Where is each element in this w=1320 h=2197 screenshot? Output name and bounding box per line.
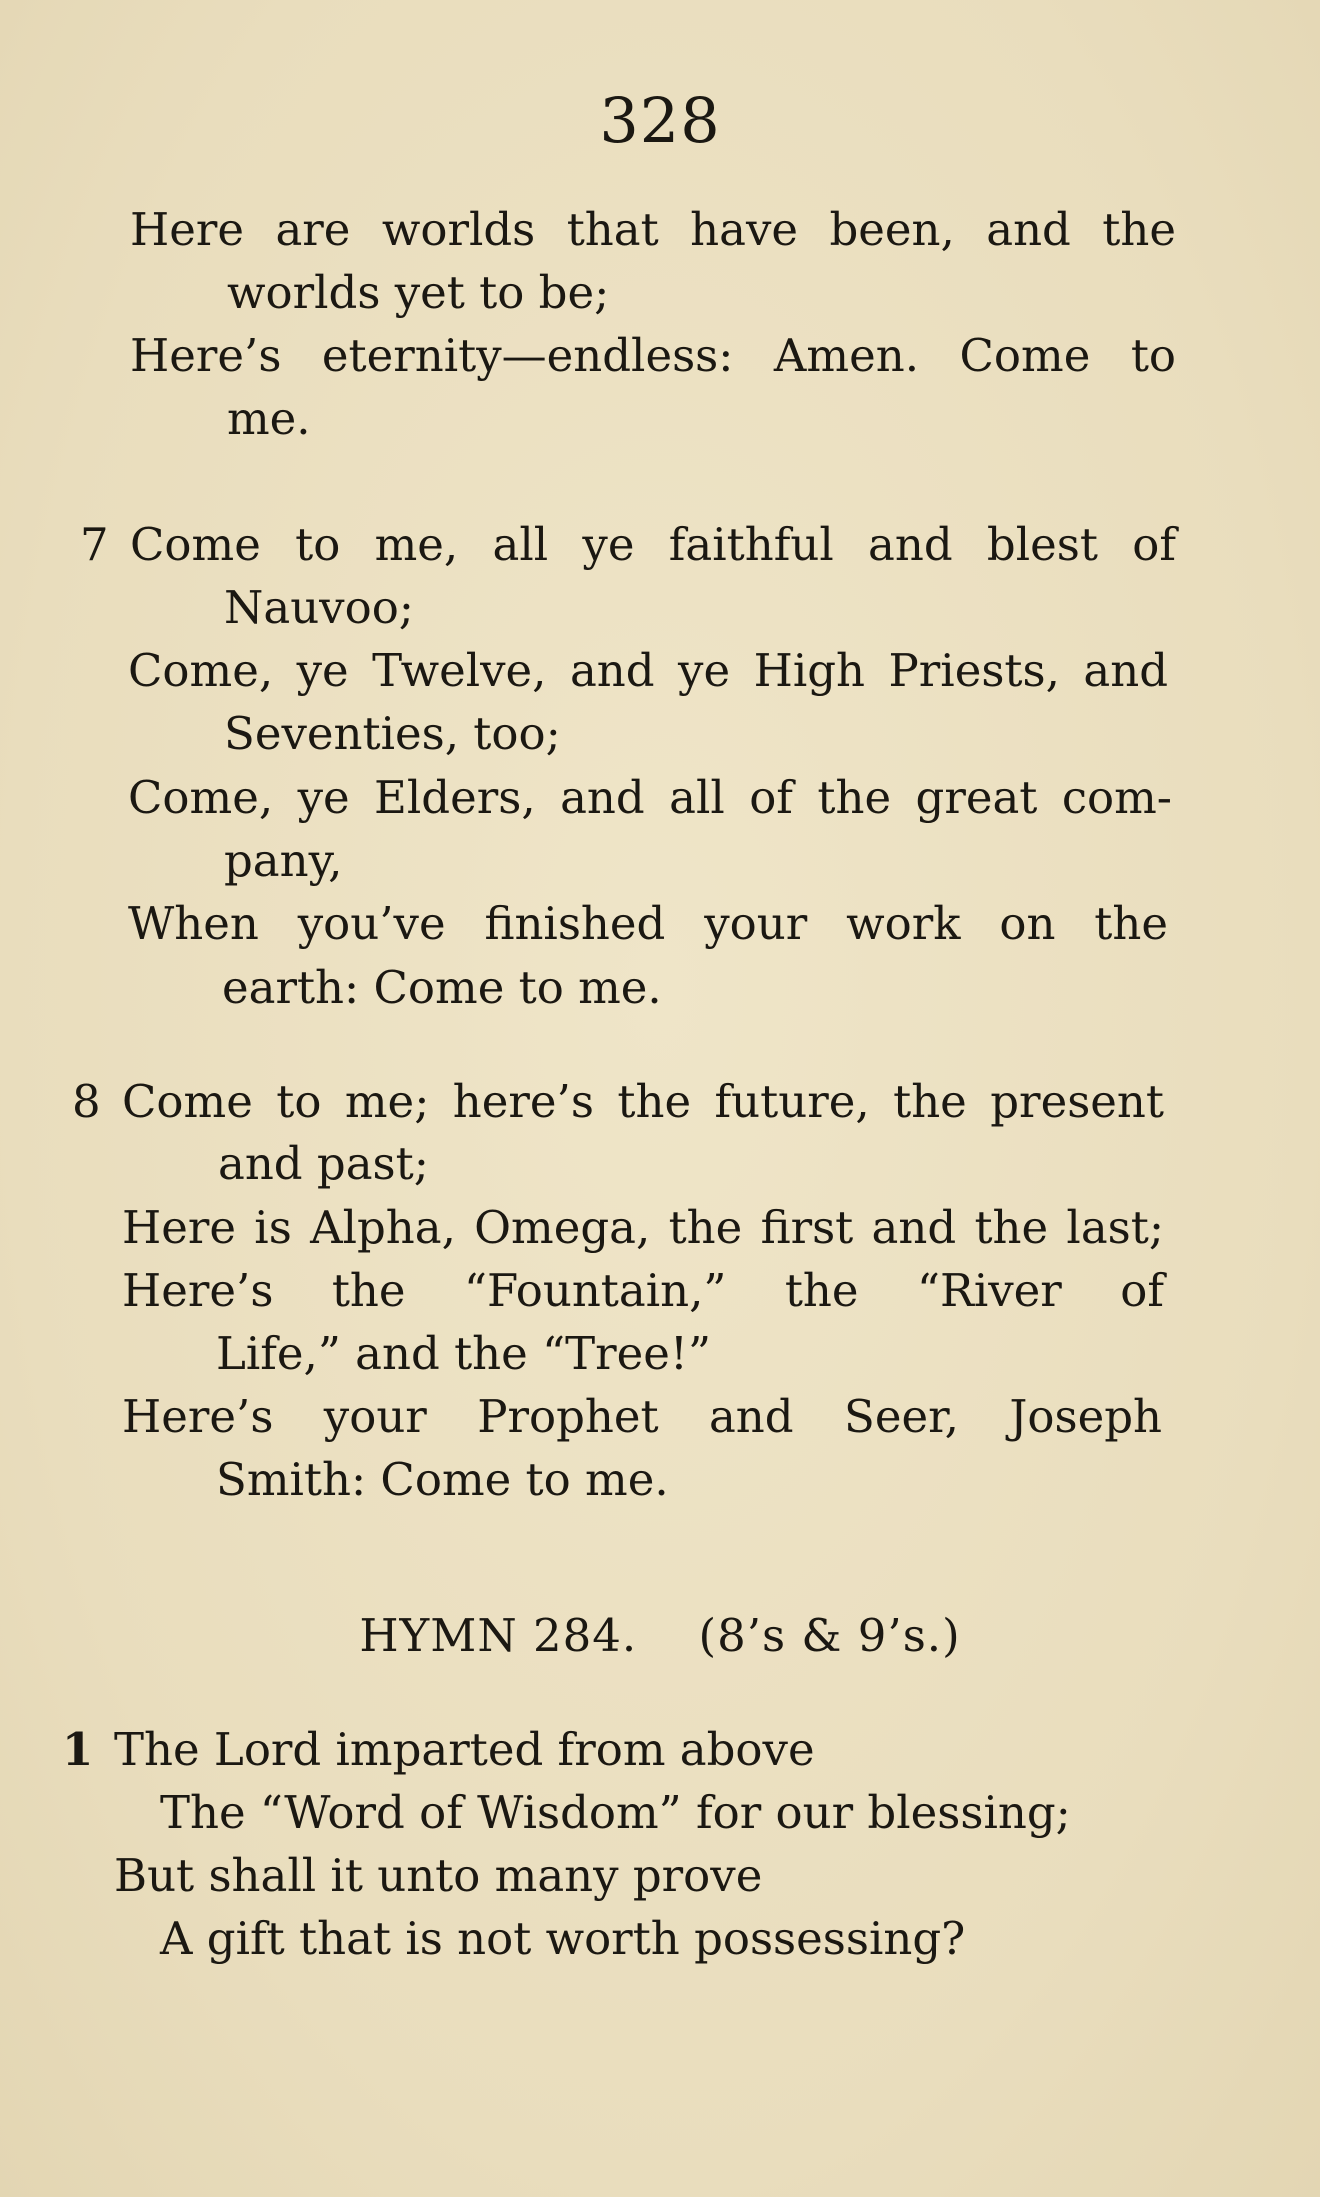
verse-line: Come, ye Twelve, and ye High Priests, and (128, 644, 1168, 697)
verse-line: But shall it unto many prove (114, 1849, 763, 1902)
hymn-meter: (8’s & 9’s.) (698, 1609, 961, 1662)
verse-line: Life,” and the “Tree!” (216, 1327, 711, 1380)
verse-line: Nauvoo; (224, 581, 414, 634)
verse-number: 8 (72, 1075, 101, 1128)
verse-line: Here are worlds that have been, and the (130, 203, 1176, 256)
verse-line: worlds yet to be; (227, 266, 610, 319)
verse-line: Here’s the “Fountain,” the “River of (122, 1264, 1164, 1317)
verse-line: Smith: Come to me. (216, 1453, 669, 1506)
verse-line: Come, ye Elders, and all of the great com- (128, 771, 1172, 824)
verse-line: Seventies, too; (224, 707, 561, 760)
verse-line: Here is Alpha, Omega, the first and the last; (122, 1201, 1164, 1254)
page-number: 328 (599, 84, 721, 157)
verse-line: Here’s eternity—endless: Amen. Come to (130, 329, 1176, 382)
verse-line: Come to me, all ye faithful and blest of (130, 518, 1176, 571)
hymn-heading (0, 1608, 1320, 1664)
verse-line: When you’ve finished your work on the (128, 897, 1168, 950)
verse-line: Here’s your Prophet and Seer, Joseph (122, 1390, 1162, 1443)
verse-line: pany, (224, 834, 343, 887)
verse-line: earth: Come to me. (222, 961, 662, 1014)
verse-line: The Lord imparted from above (114, 1723, 815, 1776)
hymn-title: HYMN 284. (359, 1609, 638, 1662)
verse-line: and past; (218, 1137, 429, 1190)
verse-line: Come to me; here’s the future, the present (122, 1075, 1164, 1128)
verse-number: 7 (80, 518, 109, 571)
verse-line: A gift that is not worth possessing? (160, 1912, 966, 1965)
verse-number: 1 (62, 1723, 94, 1776)
verse-line: The “Word of Wisdom” for our blessing; (160, 1786, 1071, 1839)
verse-line: me. (227, 392, 311, 445)
